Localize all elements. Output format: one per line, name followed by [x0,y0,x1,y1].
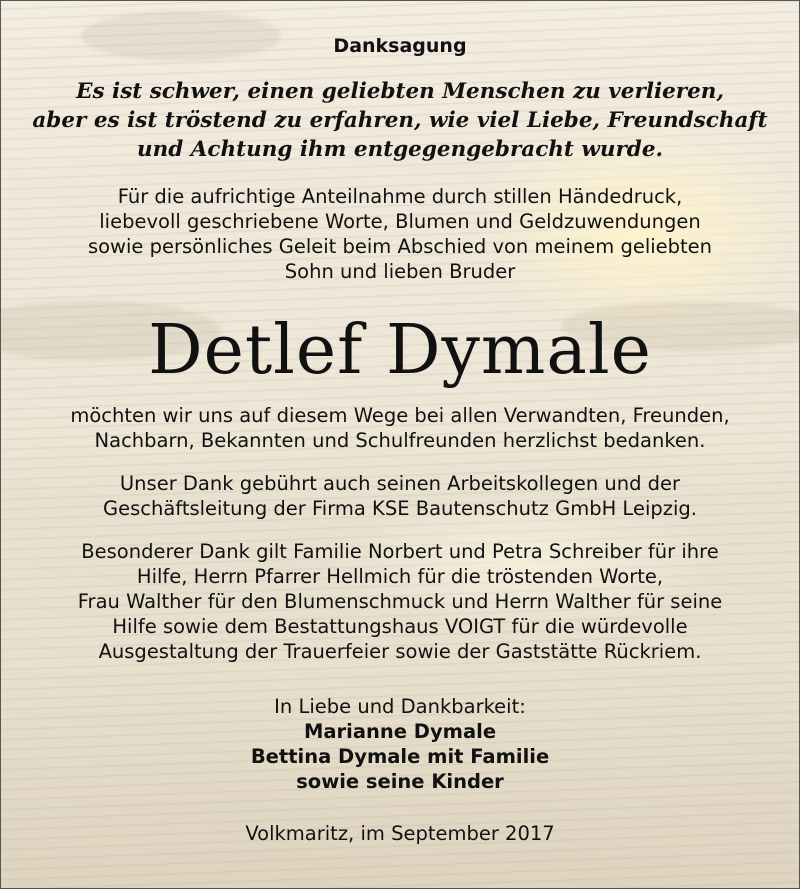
notice-heading: Danksagung [333,35,467,57]
special-line: Ausgestaltung der Trauerfeier sowie der Gaststätte Rückriem. [98,640,702,663]
intro-line: Sohn und lieben Bruder [284,260,516,283]
intro-line: sowie persönliches Geleit beim Abschied von meinem geliebten [87,235,713,258]
thanks-line: Nachbarn, Bekannten und Schulfreunden herzlichst bedanken. [94,429,706,452]
quote-line: aber es ist tröstend zu erfahren, wie viel Liebe, Freundschaft [32,108,768,133]
signature-line: Marianne Dymale [303,720,497,743]
place-date: Volkmaritz, im September 2017 [245,822,555,845]
intro-line: Für die aufrichtige Anteilnahme durch stillen Händedruck, [117,185,683,208]
special-thanks-paragraph [1,539,799,664]
quote-line: Es ist schwer, einen geliebten Menschen zu verlieren, [76,79,724,104]
signature-line: Bettina Dymale mit Familie [250,745,550,768]
thanks-line: möchten wir uns auf diesem Wege bei allen Verwandten, Freunden, [70,404,730,427]
signature-line: sowie seine Kinder [296,770,504,793]
quote-block [1,77,799,164]
colleagues-line: Geschäftsleitung der Firma KSE Bautenschutz GmbH Leipzig. [103,497,697,520]
special-line: Hilfe, Herrn Pfarrer Hellmich für die tröstenden Worte, [136,565,664,588]
special-line: Hilfe sowie dem Bestattungshaus VOIGT für die würdevolle [112,615,688,638]
thanks-paragraph [1,403,799,453]
special-line: Besonderer Dank gilt Familie Norbert und Petra Schreiber für ihre [81,540,719,563]
intro-line: liebevoll geschriebene Worte, Blumen und Geldzuwendungen [99,210,701,233]
colleagues-paragraph [1,471,799,521]
closing-line: In Liebe und Dankbarkeit: [274,695,526,718]
special-line: Frau Walther für den Blumenschmuck und Herrn Walther für seine [77,590,723,613]
quote-line: und Achtung ihm entgegengebracht wurde. [136,137,664,162]
colleagues-line: Unser Dank gebührt auch seinen Arbeitskollegen und der [119,472,681,495]
signature-block [1,694,799,794]
deceased-name: Detlef Dymale [148,311,652,390]
intro-paragraph [1,184,799,284]
